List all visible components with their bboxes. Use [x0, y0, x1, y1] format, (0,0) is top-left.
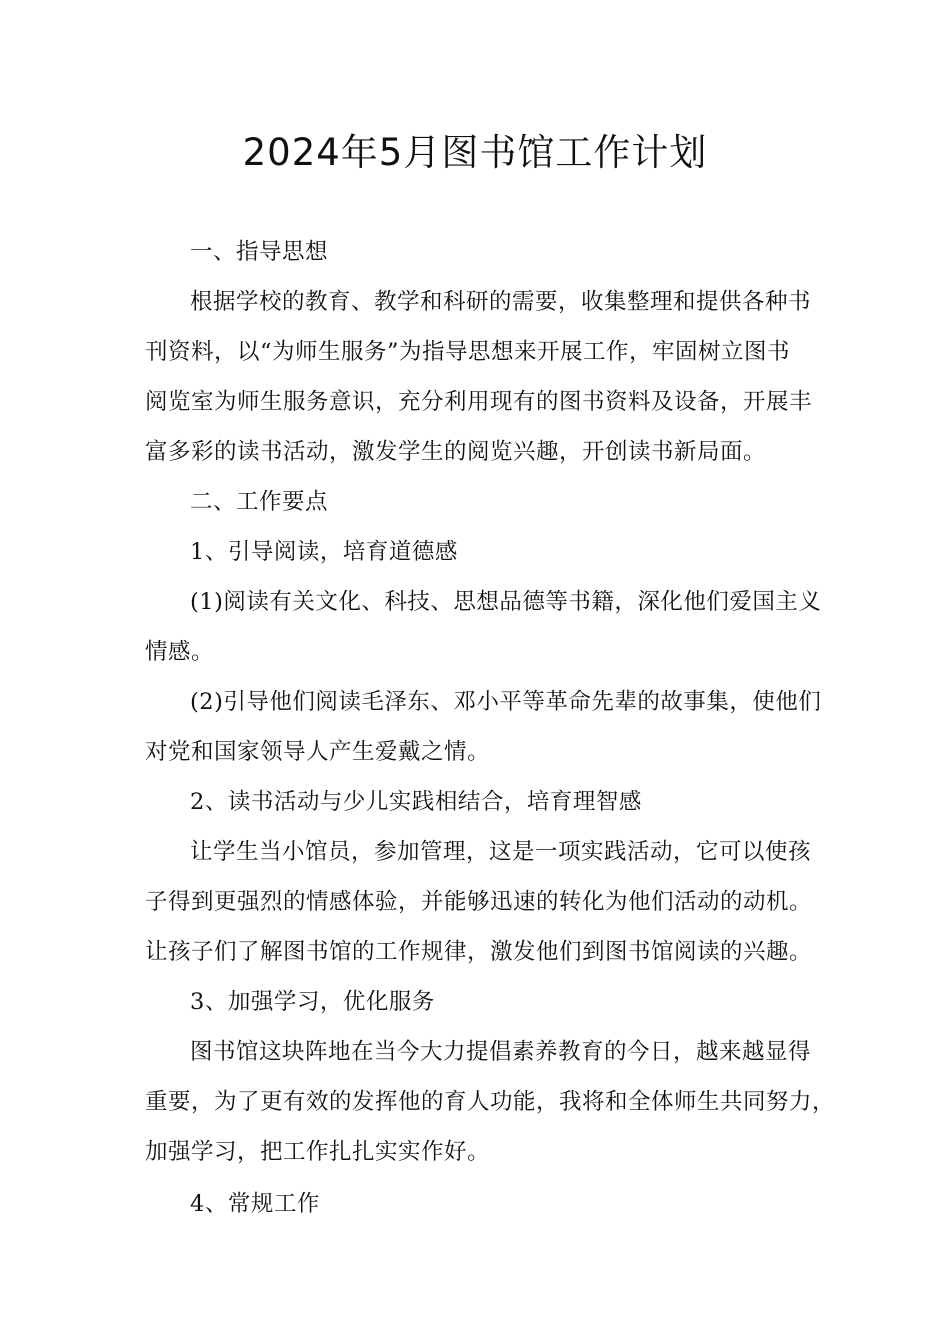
paragraph-line: 子得到更强烈的情感体验，并能够迅速的转化为他们活动的动机。 — [145, 889, 813, 915]
paragraph-line: (1)阅读有关文化、科技、思想品德等书籍，深化他们爱国主义 — [190, 589, 822, 615]
paragraph-line: 让孩子们了解图书馆的工作规律，激发他们到图书馆阅读的兴趣。 — [145, 939, 813, 965]
paragraph-line: 情感。 — [145, 639, 215, 665]
paragraph-line: 根据学校的教育、教学和科研的需要，收集整理和提供各种书 — [190, 289, 812, 315]
paragraph-line: 富多彩的读书活动，激发学生的阅览兴趣，开创读书新局面。 — [145, 439, 767, 465]
paragraph-line: 让学生当小馆员，参加管理，这是一项实践活动，它可以使孩 — [190, 839, 812, 865]
subheading-strengthen-learning: 3、加强学习，优化服务 — [190, 989, 435, 1015]
paragraph-line: 阅览室为师生服务意识，充分利用现有的图书资料及设备，开展丰 — [145, 389, 813, 415]
paragraph-line: 对党和国家领导人产生爱戴之情。 — [145, 739, 491, 765]
paragraph-line: 图书馆这块阵地在当今大力提倡素养教育的今日，越来越显得 — [190, 1039, 812, 1065]
heading-work-points: 二、工作要点 — [190, 489, 329, 515]
paragraph-line: 加强学习，把工作扎扎实实作好。 — [145, 1139, 491, 1165]
paragraph-line: 刊资料，以“为师生服务”为指导思想来开展工作，牢固树立图书 — [145, 339, 791, 365]
subheading-guided-reading: 1、引导阅读，培育道德感 — [190, 539, 458, 565]
subheading-routine-work: 4、常规工作 — [190, 1191, 320, 1217]
paragraph-line: 重要，为了更有效的发挥他的育人功能，我将和全体师生共同努力， — [145, 1089, 836, 1115]
document-body — [145, 227, 836, 1229]
document-title: 2024年5月图书馆工作计划 — [242, 131, 708, 174]
subheading-reading-practice: 2、读书活动与少儿实践相结合，培育理智感 — [190, 789, 642, 815]
paragraph-line: (2)引导他们阅读毛泽东、邓小平等革命先辈的故事集，使他们 — [190, 689, 822, 715]
heading-guiding-ideology: 一、指导思想 — [190, 239, 329, 265]
